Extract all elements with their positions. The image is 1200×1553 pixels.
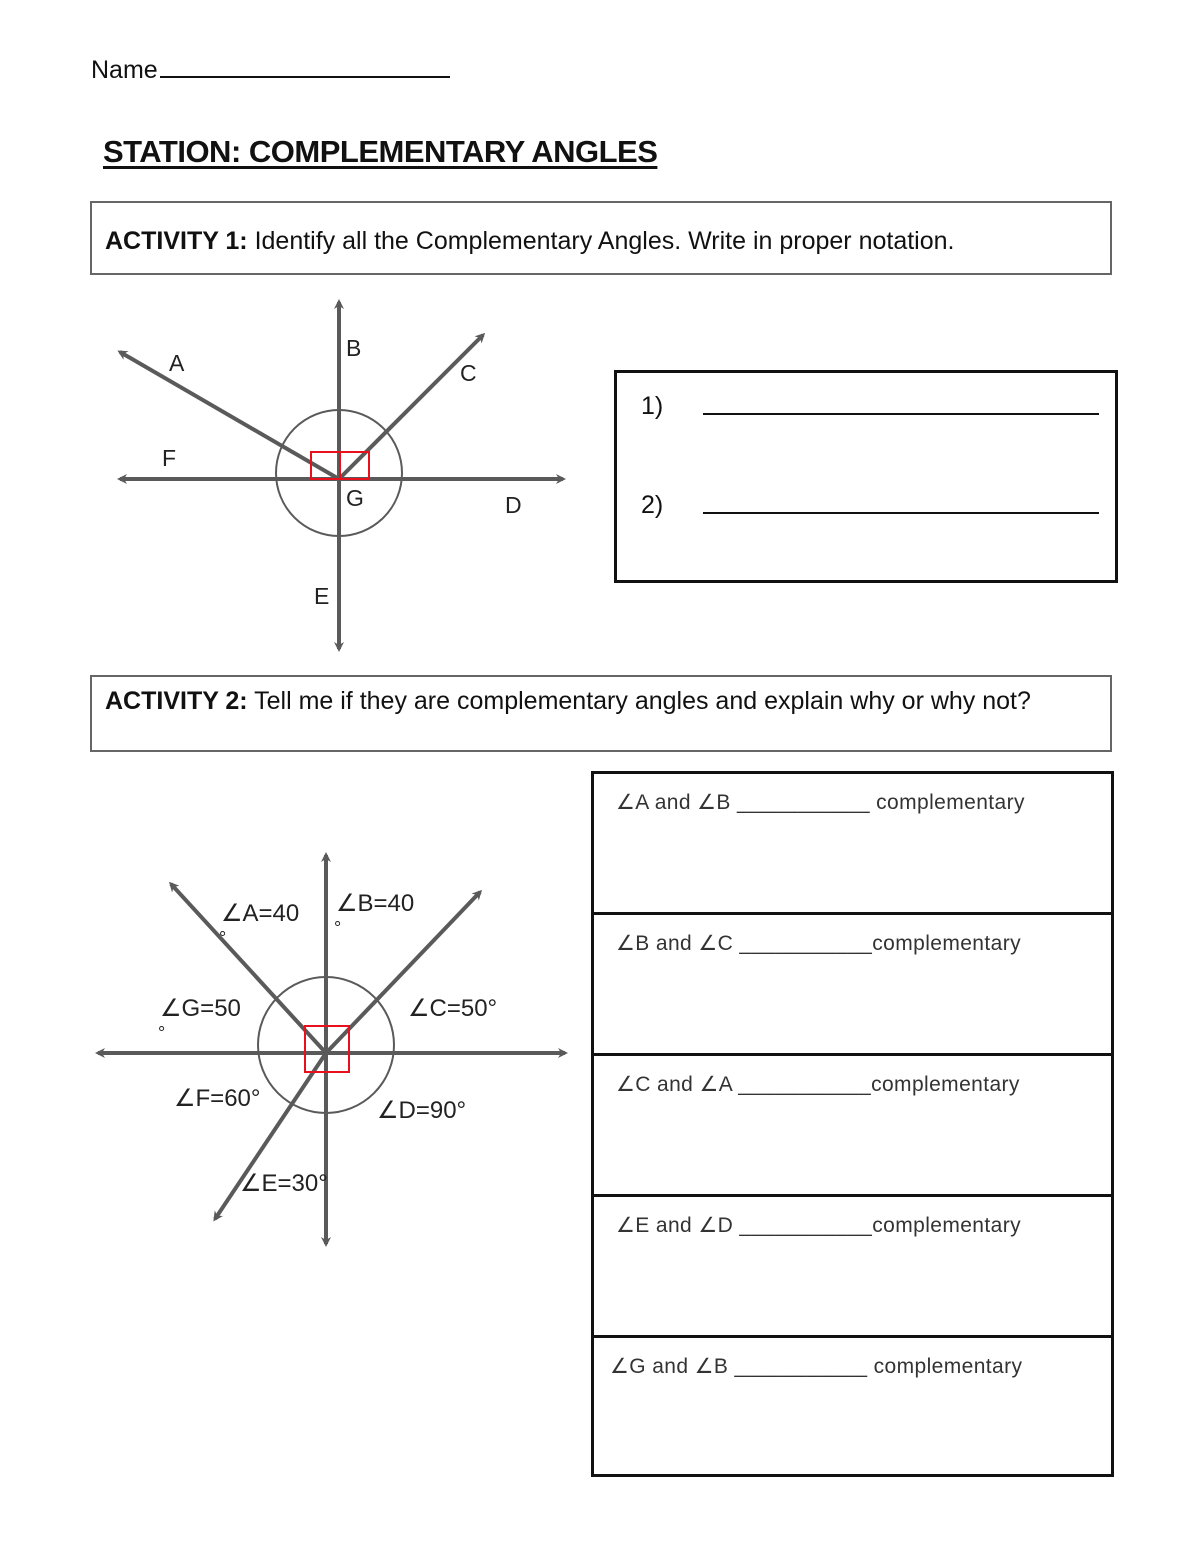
label-e: E xyxy=(314,583,330,609)
angle-f-label: ∠F=60° xyxy=(174,1085,261,1112)
comparison-text: ∠A and ∠B ___________ complementary xyxy=(616,791,1025,814)
label-b: B xyxy=(346,335,362,361)
diagram2 xyxy=(90,840,580,1255)
label-c: C xyxy=(460,360,477,386)
angle-g-label: ∠G=50 xyxy=(160,995,241,1022)
activity1-label: ACTIVITY 1: xyxy=(105,227,248,255)
comparison-cell-b-c[interactable] xyxy=(594,915,1111,1056)
comparison-cell-a-b[interactable] xyxy=(594,774,1111,915)
ray-ga xyxy=(120,352,339,479)
label-a: A xyxy=(169,350,185,376)
page-title: STATION: COMPLEMENTARY ANGLES xyxy=(103,134,658,169)
label-g: G xyxy=(346,485,364,511)
comparison-cell-e-d[interactable] xyxy=(594,1197,1111,1338)
name-label: Name xyxy=(91,56,158,84)
comparison-text: ∠G and ∠B ___________ complementary xyxy=(610,1355,1023,1378)
comparison-cell-g-b[interactable] xyxy=(594,1338,1111,1474)
comparison-cell-c-a[interactable] xyxy=(594,1056,1111,1197)
diagram1 xyxy=(100,290,580,660)
angle-b-degree: ° xyxy=(334,918,342,938)
comparison-table xyxy=(591,771,1114,1477)
answer-2-label: 2) xyxy=(641,491,664,519)
angle-g-degree: ° xyxy=(158,1023,166,1043)
name-line[interactable] xyxy=(160,52,450,78)
comparison-text: ∠B and ∠C ___________complementary xyxy=(616,932,1021,955)
angle-a-degree: ° xyxy=(219,928,227,948)
activity2-box xyxy=(90,675,1112,752)
answer-2-line[interactable] xyxy=(703,512,1099,514)
comparison-text: ∠C and ∠A ___________complementary xyxy=(616,1073,1020,1096)
activity1-text: Identify all the Complementary Angles. Write in proper notation. xyxy=(247,227,955,255)
comparison-text: ∠E and ∠D ___________complementary xyxy=(616,1214,1021,1237)
label-d: D xyxy=(505,492,522,518)
label-f: F xyxy=(162,445,177,471)
angle-a-label: ∠A=40 xyxy=(221,900,300,927)
angle-c-label: ∠C=50° xyxy=(408,995,498,1022)
angle-d-label: ∠D=90° xyxy=(377,1097,467,1124)
name-field[interactable] xyxy=(91,52,450,85)
angle-e-label: ∠E=30° xyxy=(240,1170,328,1197)
activity2-text: Tell me if they are complementary angles and explain why or why not? xyxy=(247,687,1031,715)
answer-1-line[interactable] xyxy=(703,413,1099,415)
angle-b-label: ∠B=40 xyxy=(336,890,415,917)
activity2-label: ACTIVITY 2: xyxy=(105,687,248,715)
answer-1-label: 1) xyxy=(641,392,664,420)
answer-box xyxy=(614,370,1118,583)
activity1-box xyxy=(90,201,1112,275)
